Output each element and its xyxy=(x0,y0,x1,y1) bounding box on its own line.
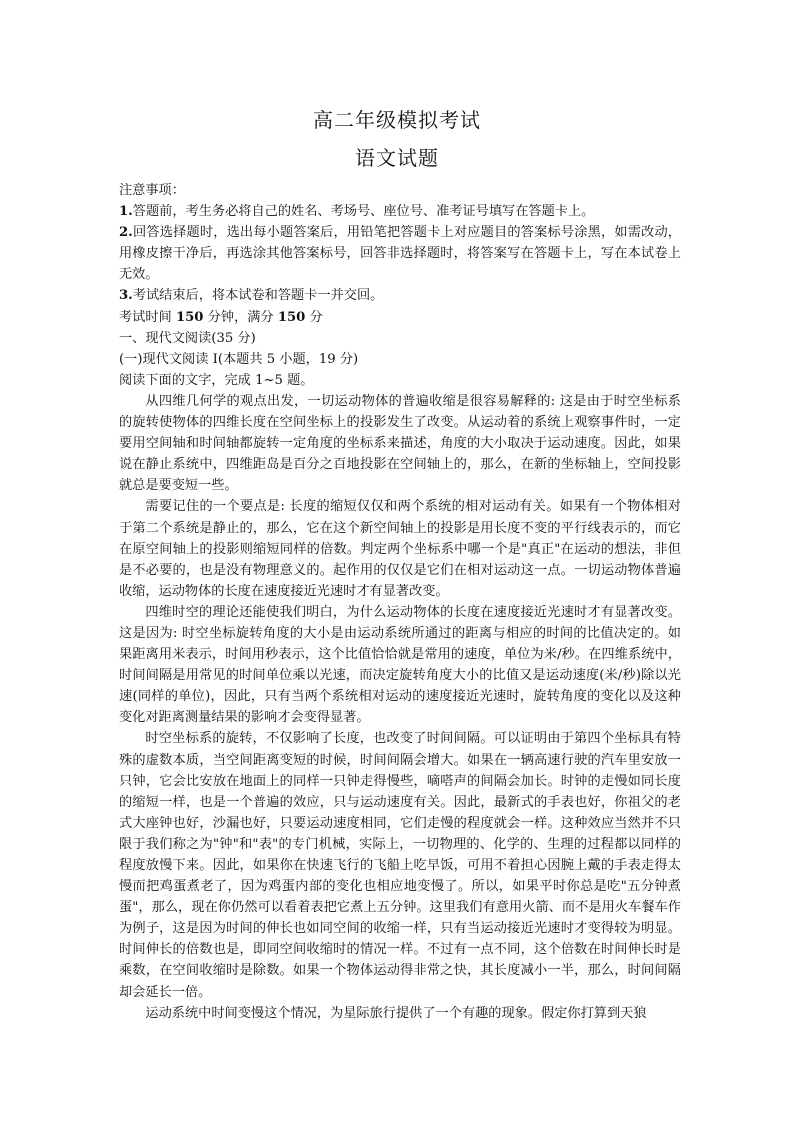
exam-title: 高二年级模拟考试 xyxy=(313,108,481,132)
notice-item xyxy=(119,201,681,222)
exam-content xyxy=(119,180,681,1024)
notice-item-number: 1. xyxy=(119,204,133,220)
passage-paragraph: 从四维几何学的观点出发，一切运动物体的普遍收缩是很容易解释的: 这是由于时空坐标系的旋转使物体的四维长度在空间坐标上的投影发生了改变。从运动着的系统上观察事件时，一定要用空间轴和时间轴都旋转一定角度的坐标系来描述，角度的大小取决于运动速度。因此，如果说在静止系统中，四维距岛是百分之百地投影在空间轴上的，那么，在新的坐标轴上，空间投影就总是要变短一些。 xyxy=(119,393,681,494)
reading-instruction: 阅读下面的文字，完成 1~5 题。 xyxy=(119,372,314,388)
notice-item-text: 考试结束后，将本试卷和答题卡一并交回。 xyxy=(132,288,384,304)
notice-item-text: 回答选择题时，选出每小题答案后，用铅笔把答题卡上对应题目的答案标号涂黑，如需改动，用橡皮擦干净后，再选涂其他答案标号，回答非选择题时，将答案写在答题卡上，写在本试卷上无效。 xyxy=(119,225,681,283)
section-heading: 一、现代文阅读(35 分) xyxy=(119,330,256,346)
passage-paragraph: 需要记住的一个要点是: 长度的缩短仅仅和两个系统的相对运动有关。如果有一个物体相对于第二个系统是静止的，那么，它在这个新空间轴上的投影是用长度不变的平行线表示的，而它在原空间轴上的投影则缩短同样的倍数。判定两个坐标系中哪一个是"真正"在运动的想法，非但是不必要的，也是没有物理意义的。起作用的仅仅是它们在相对运动这一点。一切运动物体普遍收缩，运动物体的长度在速度接近光速时才有显著改变。 xyxy=(119,499,681,599)
passage-paragraph: 运动系统中时间变慢这个情况，为星际旅行提供了一个有趣的现象。假定你打算到天狼 xyxy=(145,1005,647,1021)
exam-time-score xyxy=(119,307,681,328)
score-value: 150 xyxy=(277,309,306,325)
subject-title: 语文试题 xyxy=(355,146,439,170)
passage-paragraph: 四维时空的理论还能使我们明白，为什么运动物体的长度在速度接近光速时才有显著改变。这是因为: 时空坐标旋转角度的大小是由运动系统所通过的距离与相应的时间的比值决定的。如果距离用米表示，时间用秒表示，这个比值恰恰就是常用的速度，单位为米/秒。在四维系统中，时间间隔是用常见的时间单位乘以光速，而决定旋转角度大小的比值又是运动速度(米/秒)除以光速(同样的单位)，因此，只有当两个系统相对运动的速度接近光速时，旋转角度的变化以及这种变化对距离测量结果的影响才会变得显著。 xyxy=(119,604,681,726)
time-prefix: 考试时间 xyxy=(119,309,176,325)
notice-item-text: 答题前，考生务必将自己的姓名、考场号、座位号、准考证号填写在答题卡上。 xyxy=(132,204,595,220)
notice-item xyxy=(119,285,681,306)
score-suffix: 分 xyxy=(305,309,323,325)
section-sub-heading: (一)现代文阅读 I(本题共 5 小题，19 分) xyxy=(119,351,359,367)
passage-paragraph: 时空坐标系的旋转，不仅影响了长度，也改变了时间间隔。可以证明由于第四个坐标具有特殊的虚数本质，当空间距离变短的时候，时间间隔会增大。如果在一辆高速行驶的汽车里安放一只钟，它会比安放在地面上的同样一只钟走得慢些，嘀嗒声的间隔会加长。时钟的走慢如同长度的缩短一样，也是一个普遍的效应，只与运动速度有关。因此，最新式的手表也好，你祖父的老式大座钟也好，沙漏也好，只要运动速度相同，它们走慢的程度就会一样。这种效应当然并不只限于我们称之为"钟"和"表"的专门机械，实际上，一切物理的、化学的、生理的过程都以同样的程度放慢下来。因此，如果你在快速飞行的飞船上吃早饭，可用不着担心因腕上戴的手表走得太慢而把鸡蛋煮老了，因为鸡蛋内部的变化也相应地变慢了。所以，如果平时你总是吃"五分钟煮蛋"，那么，现在你仍然可以看着表把它煮上五分钟。这里我们有意用火箭、而不是用火车餐车作为例子，这是因为时间的伸长也如同空间的收缩一样，只有当运动接近光速时才变得较为明显。时间伸长的倍数也是，即同空间收缩时的情况一样。不过有一点不同，这个倍数在时间伸长时是乘数，在空间收缩时是除数。如果一个物体运动得非常之快，其长度减小一半，那么，时间间隔却会延长一倍。 xyxy=(119,731,681,1000)
time-value: 150 xyxy=(175,309,204,325)
notice-item-number: 2. xyxy=(119,225,133,241)
time-mid: 分钟，满分 xyxy=(203,309,278,325)
notice-item-number: 3. xyxy=(119,288,133,304)
notice-item xyxy=(119,222,681,285)
notice-heading: 注意事项： xyxy=(119,183,185,198)
